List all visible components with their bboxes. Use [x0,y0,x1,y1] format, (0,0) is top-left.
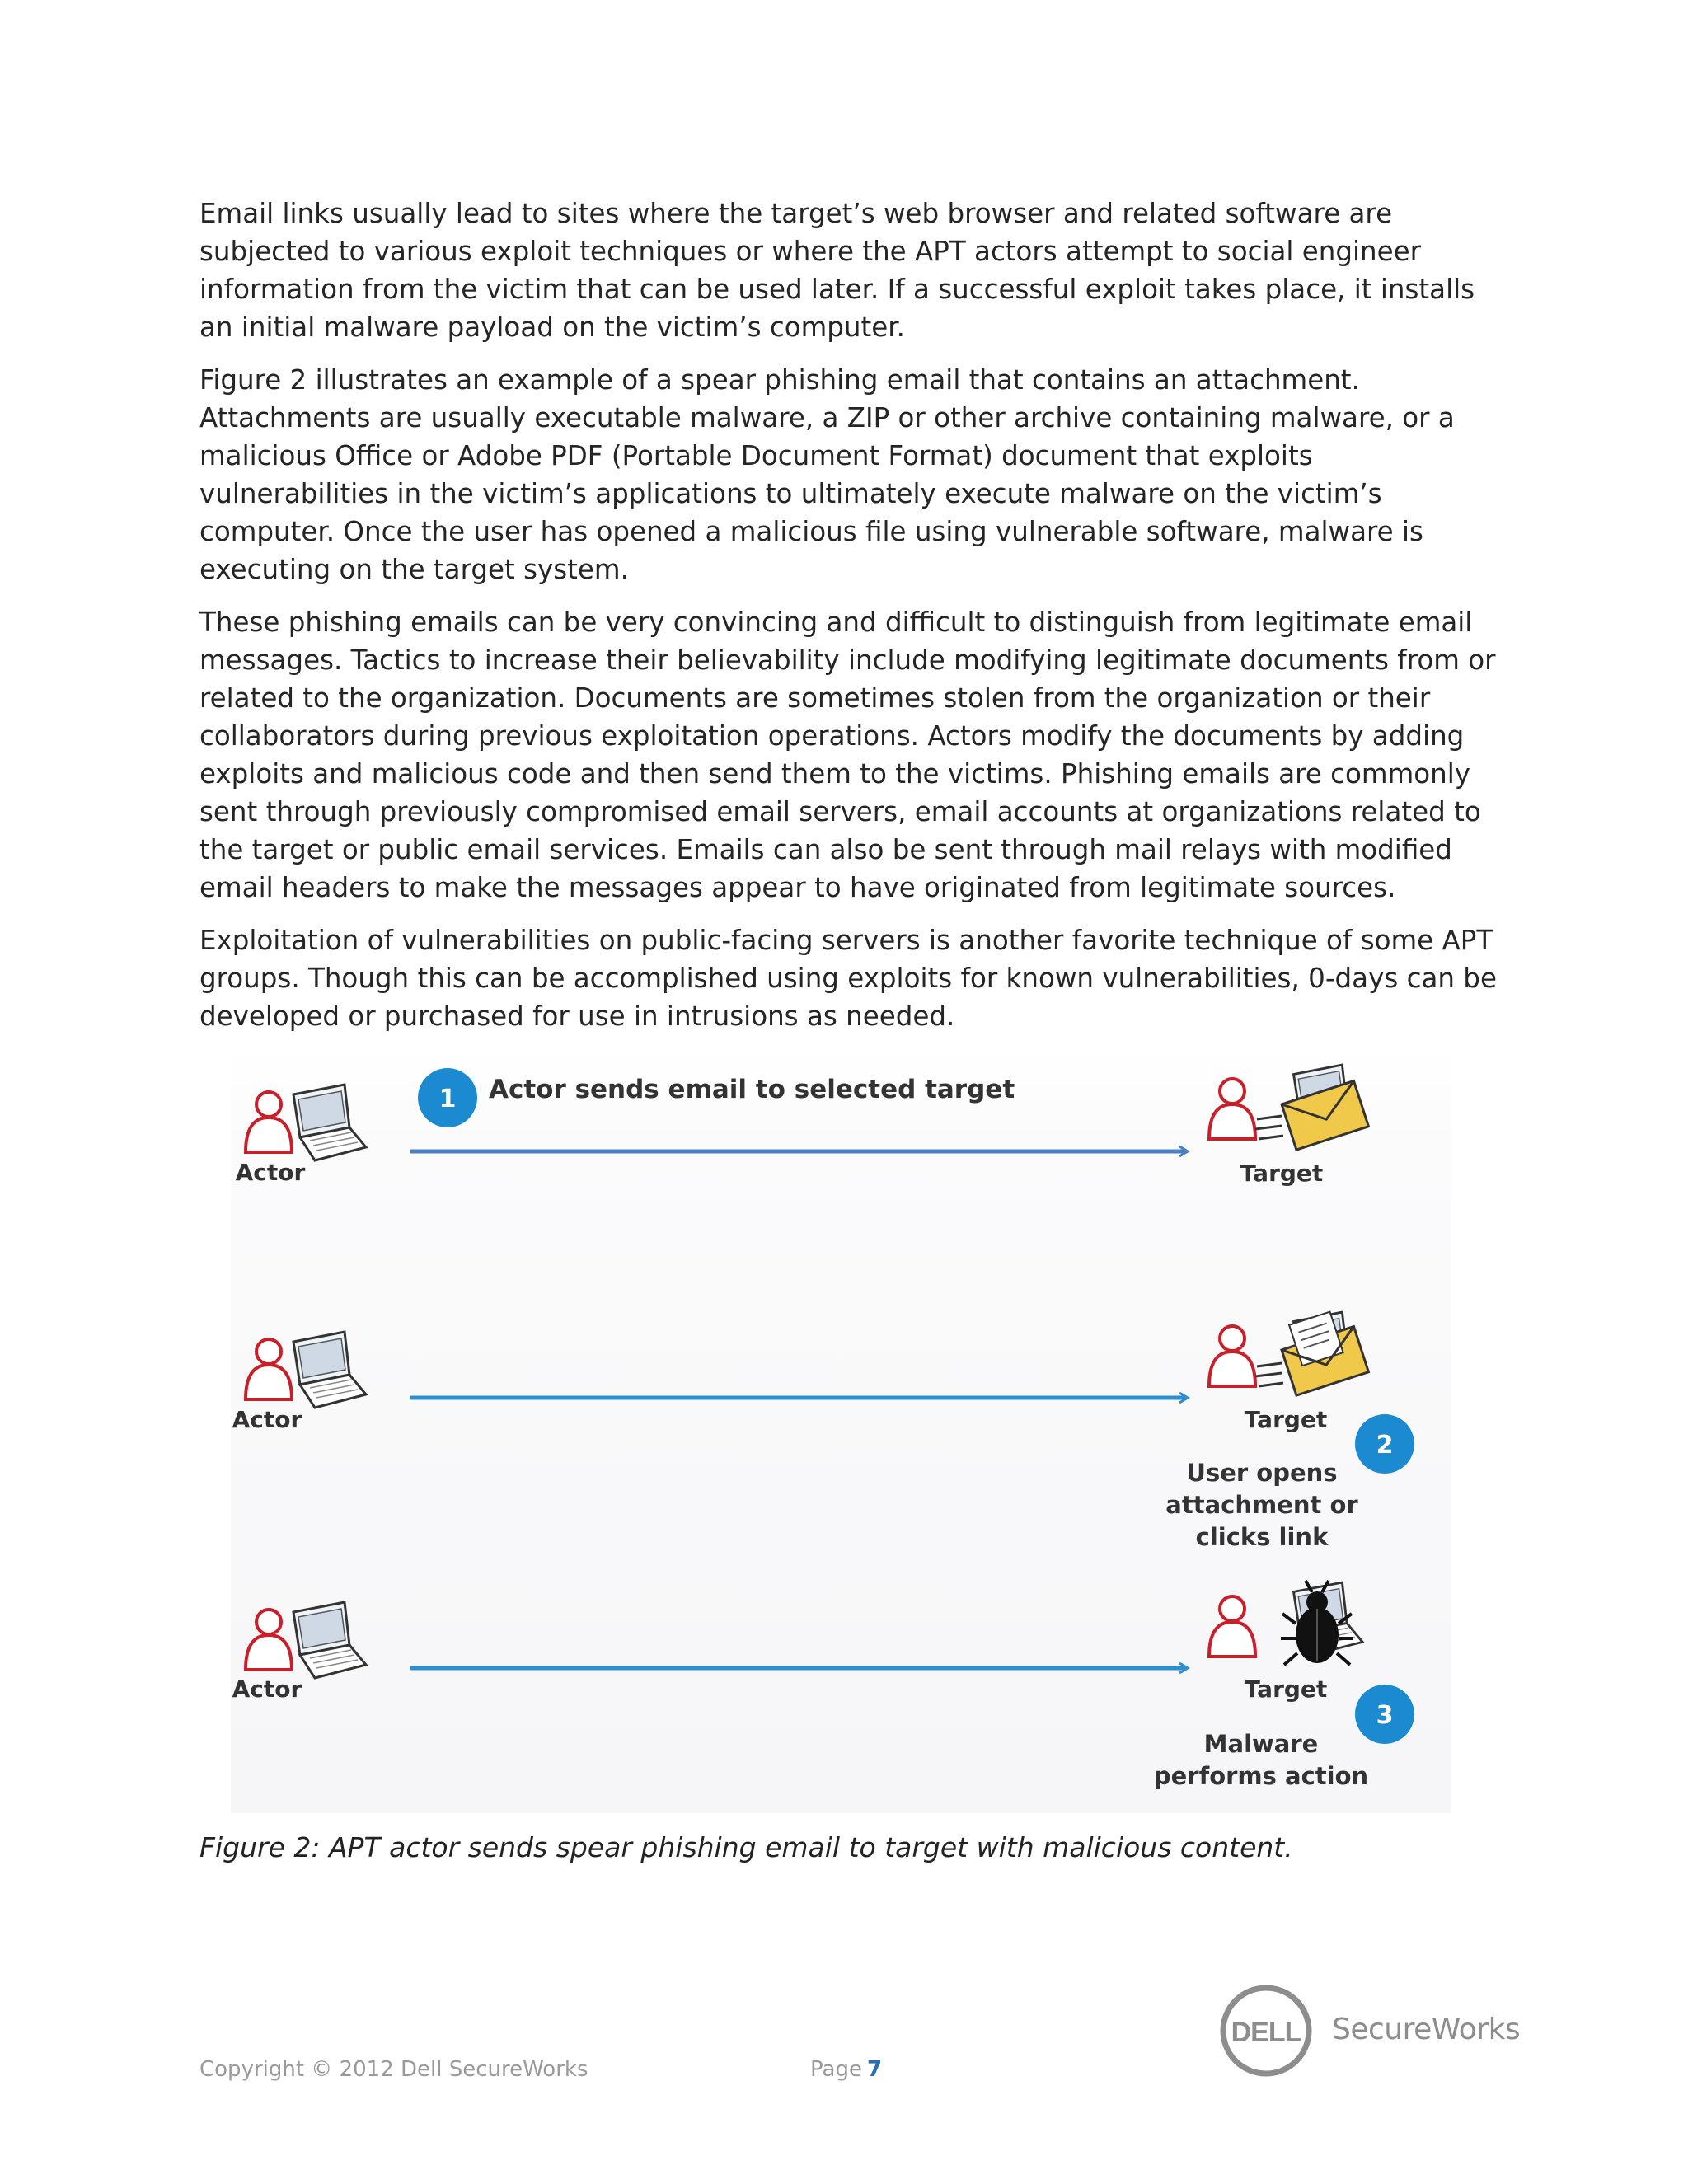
page-label: Page [810,2057,862,2082]
diagram [231,1047,1451,1813]
row-2 [232,1306,1414,1551]
motion-lines [1255,1363,1283,1386]
target-label: Target [1244,1675,1328,1703]
actor-person-icon [246,1092,292,1152]
page-number-value: 7 [866,2057,883,2082]
step-description: attachment or [1165,1491,1358,1519]
step-number: 3 [1376,1701,1394,1730]
motion-lines [1255,1116,1283,1139]
copyright: Copyright © 2012 Dell SecureWorks [199,2057,588,2082]
target-person-icon [1209,1596,1255,1657]
figure-caption: Figure 2: APT actor sends spear phishing email to target with malicious content. [199,1831,1293,1863]
row-1 [236,1065,1369,1187]
step-description: performs action [1153,1762,1369,1790]
target-label: Target [1240,1160,1324,1187]
target-label: Target [1244,1406,1328,1433]
actor-person-icon [246,1339,292,1399]
body-text [199,194,1502,1050]
paragraph: Exploitation of vulnerabilities on public-facing servers is another favorite technique of some APT groups. Though this can be accomplished using exploits for known vulnerabilities, 0-days can be developed or purchased for use in intrusions as needed. [199,925,1497,1032]
actor-label: Actor [232,1675,302,1703]
step-number: 2 [1376,1431,1394,1460]
step-description: Malware [1203,1730,1319,1758]
target-person-icon [1209,1326,1255,1386]
row-3 [232,1581,1414,1790]
actor-laptop-icon [293,1332,366,1408]
actor-label: Actor [232,1406,302,1433]
step-description: User opens [1186,1459,1338,1487]
envelope-icon [1282,1081,1368,1151]
actor-label: Actor [235,1159,306,1186]
step-number: 1 [438,1085,457,1113]
logo-text: SecureWorks [1332,2013,1521,2046]
page-number [810,2057,882,2082]
actor-laptop-icon [293,1085,366,1160]
step-description: clicks link [1195,1523,1329,1551]
logo-mark: DELL [1231,2017,1301,2048]
open-envelope-icon [1275,1306,1368,1395]
actor-laptop-icon [293,1602,366,1678]
step-description: Actor sends email to selected target [489,1075,1015,1104]
paragraph: Figure 2 illustrates an example of a spear phishing email that contains an attachment. Attachments are usually executable malware, a ZIP or other archive containing malware, or a malicious Office or Adobe PDF (Portable Document Format) document that exploits vulnerabilities in the victim’s applications to ultimately execute malware on the victim’s computer. Once the user has opened a malicious file using vulnerable software, malware is executing on the target system. [199,364,1455,585]
paragraph: Email links usually lead to sites where the target’s web browser and related software are subjected to various exploit techniques or where the APT actors attempt to social engineer information from the victim that can be used later. If a successful exploit takes place, it installs an initial malware payload on the victim’s computer. [199,198,1475,343]
figure-spear-phishing-diagram [231,1047,1451,1813]
paragraph: These phishing emails can be very convincing and difficult to distinguish from legitimate email messages. Tactics to increase their believability include modifying legitimate documents from or related to the organization. Documents are sometimes stolen from the organization or their collaborators during previous exploitation operations. Actors modify the documents by adding exploits and malicious code and then send them to the victims. Phishing emails are commonly sent through previously compromised email servers, email accounts at organizations related to the target or public email services. Emails can also be sent through mail relays with modified email headers to make the messages appear to have originated from legitimate sources. [199,607,1496,903]
actor-person-icon [246,1610,292,1670]
target-person-icon [1209,1079,1255,1139]
